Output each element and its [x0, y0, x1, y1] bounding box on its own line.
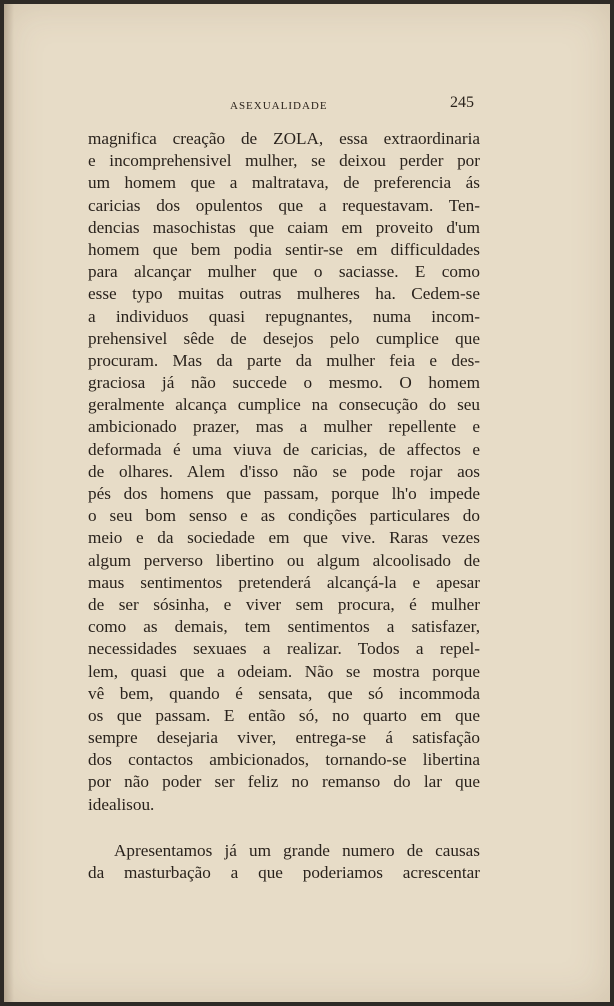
text-line: por não poder ser feliz no remanso do lar que	[88, 772, 480, 792]
book-page	[4, 4, 610, 1002]
text-line: dos contactos ambicionados, tornando-se libertina	[88, 750, 480, 770]
text-line: como as demais, tem sentimentos a satisfazer,	[88, 617, 480, 637]
body-text	[88, 128, 480, 884]
text-line: um homem que a maltratava, de preferencia ás	[88, 173, 480, 193]
text-line: meio e da sociedade em que vive. Raras vezes	[88, 528, 480, 548]
text-line: deformada é uma viuva de caricias, de affectos e	[88, 439, 480, 459]
paragraph-2	[88, 840, 480, 884]
text-line: algum perverso libertino ou algum alcoolisado de	[88, 550, 480, 570]
text-line: graciosa já não succede o mesmo. O homem	[88, 373, 480, 393]
text-line: vê bem, quando é sensata, que só incommoda	[88, 683, 480, 703]
text-line: esse typo muitas outras mulheres ha. Cedem-se	[88, 284, 480, 304]
text-line: para alcançar mulher que o saciasse. E como	[88, 262, 480, 282]
text-line: necessidades sexuaes a realizar. Todos a repel-	[88, 639, 480, 659]
paragraph-gap	[88, 816, 480, 840]
text-line: da masturbação a que poderiamos acrescentar	[88, 863, 480, 882]
text-line: sempre desejaria viver, entrega-se á satisfação	[88, 728, 480, 748]
text-line: dencias masochistas que caiam em proveito d'um	[88, 217, 480, 237]
text-line: idealisou.	[88, 794, 155, 814]
text-line: geralmente alcança cumplice na consecução do seu	[88, 395, 480, 415]
paragraph-1	[88, 128, 480, 816]
text-line: magnifica creação de ZOLA, essa extraordinaria	[88, 129, 480, 148]
page-number: 245	[450, 94, 474, 111]
running-head: ASEXUALIDADE	[230, 100, 328, 112]
text-line: Apresentamos já um grande numero de causas	[114, 840, 480, 860]
text-line: a individuos quasi repugnantes, numa incom-	[88, 306, 480, 326]
text-line: ambicionado prazer, mas a mulher repellente e	[88, 417, 480, 437]
text-line: lem, quasi que a odeiam. Não se mostra porque	[88, 661, 480, 681]
text-line: e incomprehensivel mulher, se deixou perder por	[88, 151, 480, 171]
text-line: os que passam. E então só, no quarto em que	[88, 705, 480, 725]
text-line: caricias dos opulentos que a requestavam. Ten-	[88, 195, 480, 215]
text-line: de olhares. Alem d'isso não se pode rojar aos	[88, 461, 480, 481]
text-line: procuram. Mas da parte da mulher feia e des-	[88, 350, 480, 370]
text-line: pés dos homens que passam, porque lh'o impede	[88, 484, 480, 503]
text-line: maus sentimentos pretenderá alcançá-la e apesar	[88, 572, 480, 592]
text-line: prehensivel sêde de desejos pelo cumplice que	[88, 328, 480, 348]
text-line: de ser sósinha, e viver sem procura, é mulher	[88, 594, 480, 614]
text-line: o seu bom senso e as condições particulares do	[88, 506, 480, 526]
text-line: homem que bem podia sentir-se em difficuldades	[88, 239, 480, 259]
